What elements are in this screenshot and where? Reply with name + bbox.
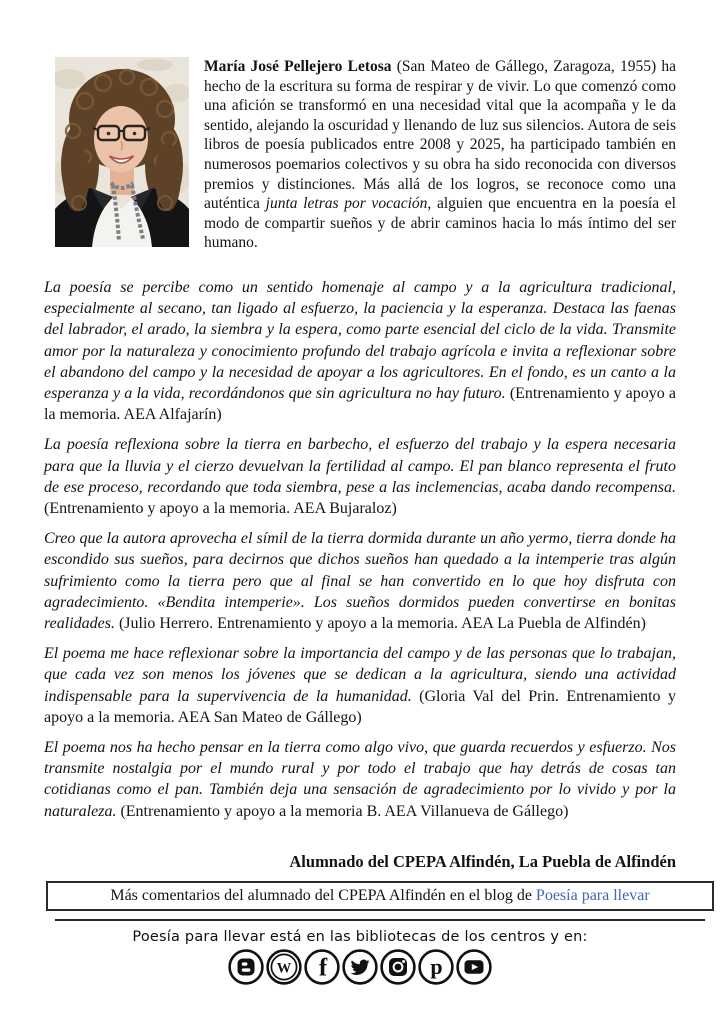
bio-text-1: (San Mateo de Gállego, Zaragoza, 1955) ha hecho de la escritura su forma de respirar y de vivir. Lo que comenzó como una afición se transformó en una necesidad vital que la acompaña y le da sentido, alejando la oscuridad y llenando de luz sus silencios. Autora de seis libros de poesía publicados entre 2008 y 2025, ha participado también en numerosos poemarios colectivos y su obra ha sido reconocida con diversos premios y distinciones. Más allá de los logros, se reconoce como una auténtica — [204, 58, 676, 213]
svg-text:f: f — [318, 954, 328, 982]
students-credit-line: Alumnado del CPEPA Alfindén, La Puebla de Alfindén — [289, 851, 676, 871]
twitter-icon[interactable] — [341, 948, 379, 986]
comment-paragraph — [44, 528, 676, 634]
blog-link-box — [46, 881, 714, 911]
bio-italic-phrase: junta letras por vocación — [265, 195, 428, 213]
svg-text:p: p — [430, 953, 443, 979]
facebook-icon[interactable] — [303, 948, 341, 986]
comment-attribution: (Entrenamiento y apoyo a la memoria. AEA Alfajarín) — [44, 384, 677, 424]
youtube-icon[interactable] — [455, 948, 493, 986]
author-photo — [55, 57, 189, 247]
comment-quote: La poesía se percibe como un sentido homenaje al campo y a la agricultura tradicional, especialmente al secano, tan ligado al esfuerzo, la paciencia y la esperanza. Destaca las faenas del labrador, el arado, la siembra y la espera, como parte esencial del ciclo de la vida. Transmite amor por la naturaleza y conocimiento profundo del trabajo agrícola e invita a reflexionar sobre el abandono del campo y la necesidad de apoyar a los agricultores. En el fondo, es un canto a la esperanza y a la vida, recordándonos que sin agricultura no hay futuro. — [44, 278, 676, 402]
bio-text-2: , alguien que encuentra en la poesía el modo de compartir sueños y de abrir caminos hacia lo más íntimo del ser humano. — [204, 195, 676, 252]
bio-section — [55, 57, 676, 253]
comment-quote: La poesía reflexiona sobre la tierra en barbecho, el esfuerzo del trabajo y la espera necesaria para que la lluvia y el cierzo devuelvan la fertilidad al campo. El pan blanco representa el fruto de ese proceso, recordando que toda siembra, pese a las inclemencias, acaba dando recompensa. — [44, 436, 676, 496]
social-icons-row — [44, 948, 676, 986]
comment-attribution: (Julio Herrero. Entrenamiento y apoyo a la memoria. AEA La Puebla de Alfindén) — [114, 614, 646, 632]
wordpress-icon[interactable] — [265, 948, 303, 986]
comment-quote: El poema me hace reflexionar sobre la importancia del campo y de las personas que lo trabajan, que cada vez son menos los jóvenes que se dedican a la agricultura, siendo una actividad indispensable para la supervivencia de la humanidad. — [44, 645, 676, 705]
author-name: María José Pellejero Letosa — [204, 58, 392, 75]
blog-box-text: Más comentarios del alumnado del CPEPA Alfindén en el blog de — [110, 886, 536, 904]
comment-paragraph — [44, 277, 676, 425]
footer-text: Poesía para llevar está en las bibliotecas de los centros y en: — [132, 928, 588, 945]
comment-quote: El poema nos ha hecho pensar en la tierra como algo vivo, que guarda recuerdos y esfuerzo. Nos transmite nostalgia por el mundo rural y por todo el trabajo que hay detrás de cosas tan cotidianas como el pan. También deja una sensación de agradecimiento por lo vivido y por la naturaleza. — [44, 739, 676, 820]
comments-section — [44, 277, 676, 822]
svg-text:W: W — [276, 960, 292, 977]
comment-attribution: (Entrenamiento y apoyo a la memoria B. AEA Villanueva de Gállego) — [116, 802, 569, 820]
blogger-icon[interactable] — [227, 948, 265, 986]
comment-paragraph — [44, 643, 676, 728]
instagram-icon[interactable] — [379, 948, 417, 986]
bio-paragraph — [204, 57, 676, 253]
comment-attribution: (Entrenamiento y apoyo a la memoria. AEA Bujaraloz) — [44, 499, 397, 517]
blog-link[interactable]: Poesía para llevar — [535, 886, 650, 904]
comment-paragraph — [44, 434, 676, 519]
pinterest-icon[interactable] — [417, 948, 455, 986]
comment-attribution: (Gloria Val del Prin. Entrenamiento y apoyo a la memoria. AEA San Mateo de Gállego) — [44, 687, 676, 726]
comment-paragraph — [44, 737, 676, 822]
footer-divider — [55, 919, 705, 921]
comment-quote: Creo que la autora aprovecha el símil de la tierra dormida durante un año yermo, tierra donde ha escondido sus sueños, para decirnos que dichos sueños han quedado a la intemperie tras algún sufrimiento como la tierra pero que al final se han convertido en lo que hoy disfruta con agradecimiento. «Bendita intemperie». Los sueños dormidos pueden convertirse en bonitas realidades. — [44, 530, 676, 632]
